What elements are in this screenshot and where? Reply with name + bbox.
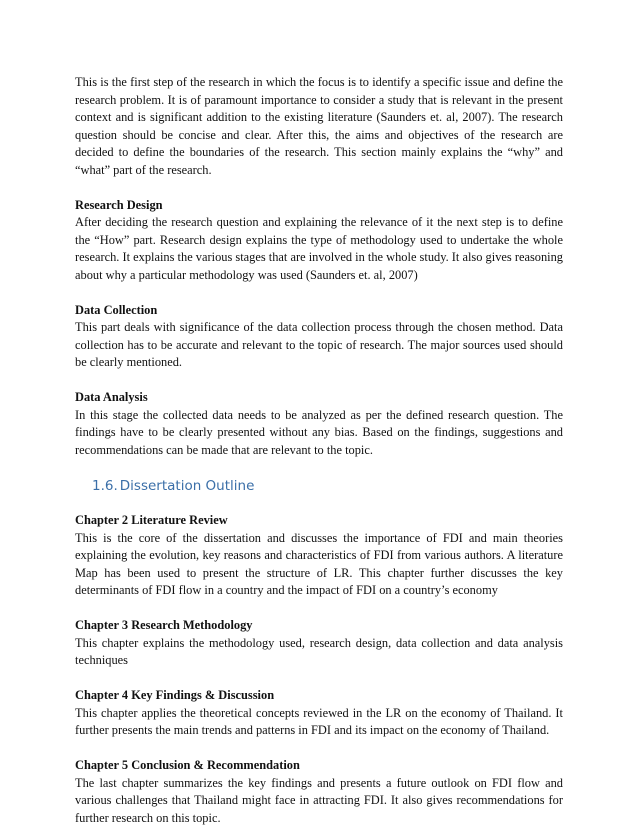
data-collection-heading: Data Collection [75,302,563,320]
dissertation-outline-heading [92,477,563,495]
research-design-section [75,197,563,285]
chapter-4-paragraph: This chapter applies the theoretical concepts reviewed in the LR on the economy of Thailand. It further presents the main trends and patterns in FDI and its impact on the economy of Thailand. [75,705,563,740]
research-design-paragraph: After deciding the research question and explaining the relevance of it the next step is to define the “How” part. Research design explains the type of methodology used to undertake the whole research. It explains the various stages that are involved in the whole study. It also gives reasoning about why a particular methodology was used (Saunders et. al, 2007) [75,214,563,284]
chapter-5-section [75,757,563,827]
document-page [75,74,563,827]
data-collection-paragraph: This part deals with significance of the data collection process through the chosen method. Data collection has to be accurate and relevant to the topic of research. The major sources used should be clearly mentioned. [75,319,563,372]
outline-section-title: Dissertation Outline [120,478,255,494]
data-analysis-heading: Data Analysis [75,389,563,407]
chapter-5-heading: Chapter 5 Conclusion & Recommendation [75,757,563,775]
chapter-2-heading: Chapter 2 Literature Review [75,512,563,530]
chapter-4-heading: Chapter 4 Key Findings & Discussion [75,687,563,705]
data-analysis-section [75,389,563,459]
intro-paragraph: This is the first step of the research in which the focus is to identify a specific issue and define the research problem. It is of paramount importance to consider a study that is relevant in the present context and is significant addition to the existing literature (Saunders et. al, 2007). The research question should be concise and clear. After this, the aims and objectives of the research are decided to define the boundaries of the research. This section mainly explains the “why” and “what” part of the research. [75,74,563,179]
data-collection-section [75,302,563,372]
data-analysis-paragraph: In this stage the collected data needs to be analyzed as per the defined research question. The findings have to be clearly presented without any bias. Based on the findings, suggestions and recommendations can be made that are relevant to the topic. [75,407,563,460]
chapter-3-heading: Chapter 3 Research Methodology [75,617,563,635]
research-design-heading: Research Design [75,197,563,215]
chapter-4-section [75,687,563,740]
chapter-5-paragraph: The last chapter summarizes the key findings and presents a future outlook on FDI flow and various challenges that Thailand might face in attracting FDI. It also gives recommendations for further research on this topic. [75,775,563,827]
chapter-2-paragraph: This is the core of the dissertation and discusses the importance of FDI and main theories explaining the evolution, key reasons and characteristics of FDI from various authors. A literature Map has been used to present the structure of LR. This chapter further discusses the key determinants of FDI flow in a country and the impact of FDI on a country’s economy [75,530,563,600]
outline-section-number: 1.6. [92,478,118,494]
chapter-3-paragraph: This chapter explains the methodology used, research design, data collection and data analysis techniques [75,635,563,670]
chapter-2-section [75,512,563,600]
chapter-3-section [75,617,563,670]
